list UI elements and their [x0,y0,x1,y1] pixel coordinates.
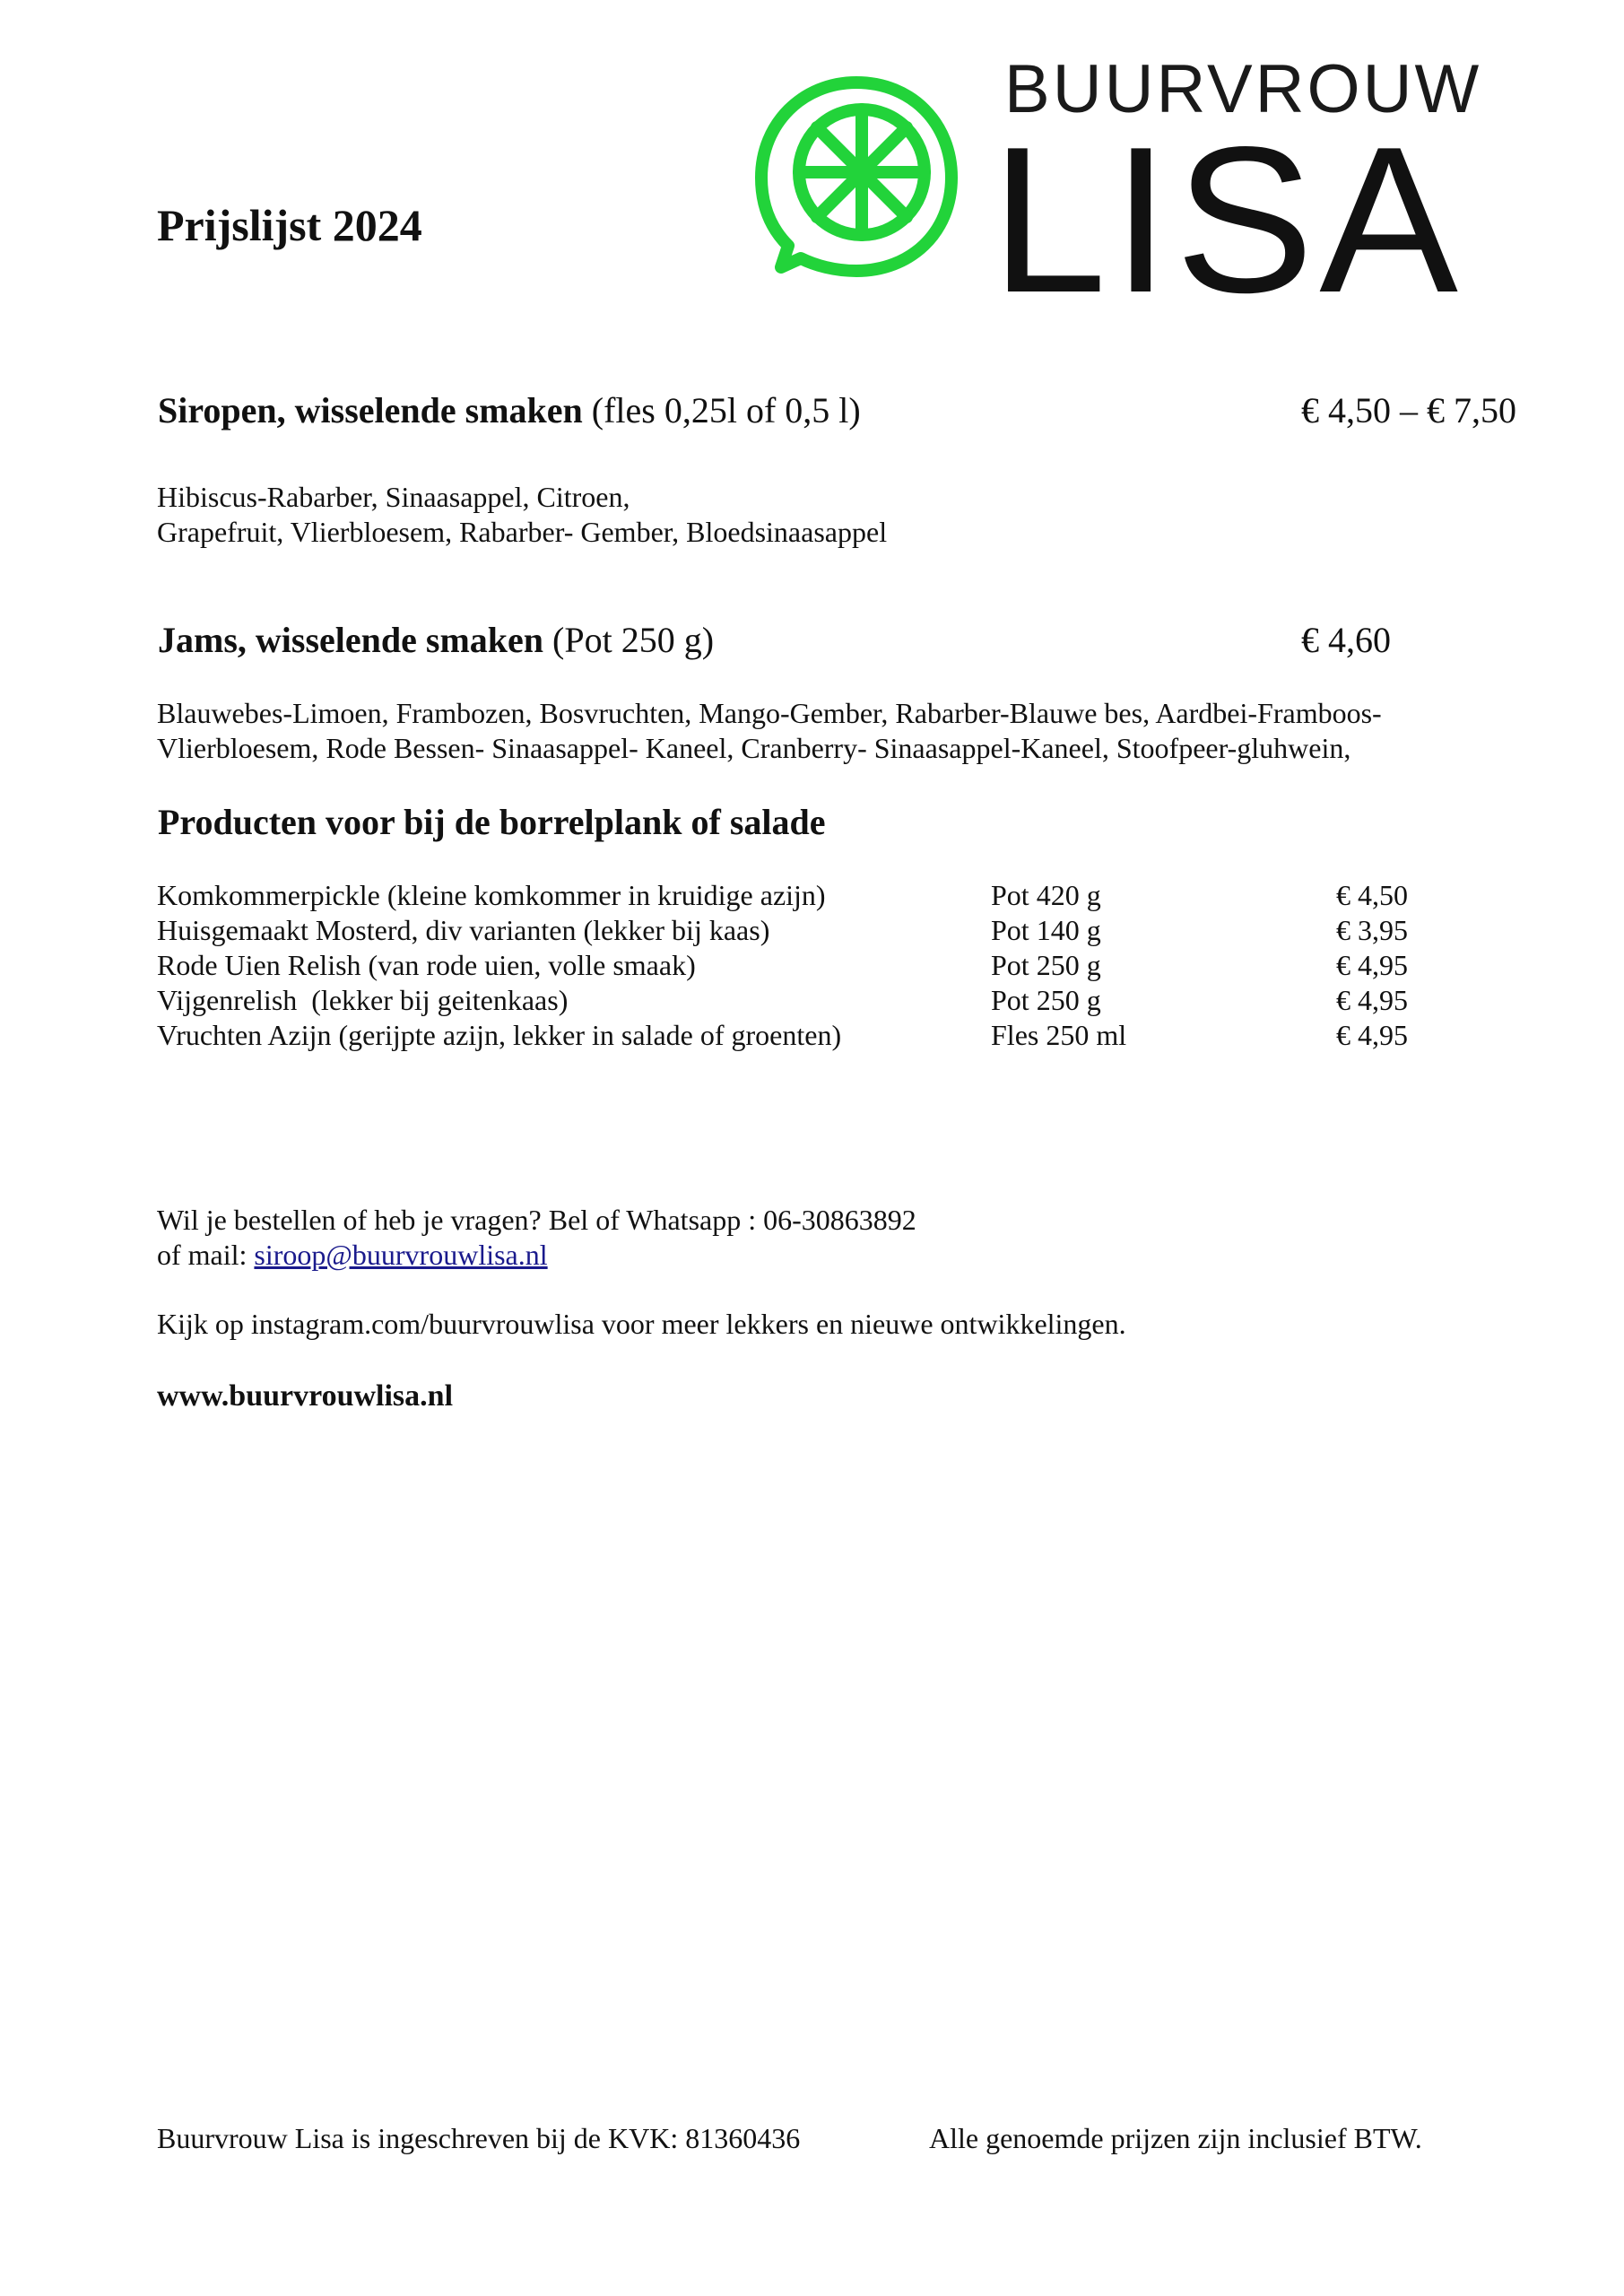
email-link[interactable]: siroop@buurvrouwlisa.nl [254,1239,548,1271]
borrel-heading: Producten voor bij de borrelplank of salade [158,802,826,842]
product-name: Komkommerpickle (kleine komkommer in kruidige azijn) [157,879,826,911]
product-name: Vijgenrelish (lekker bij geitenkaas) [157,984,569,1016]
footer-kvk: Buurvrouw Lisa is ingeschreven bij de KVK: 81360436 [157,2122,801,2154]
jams-price: € 4,60 [1301,620,1391,660]
brand-logo [749,51,1498,336]
contact-block [157,1203,916,1273]
siropen-heading-size: (fles 0,25l of 0,5 l) [591,390,861,430]
siropen-flavor-line: Hibiscus-Rabarber, Sinaasappel, Citroen, [157,481,630,513]
jams-flavor-line: Blauwebes-Limoen, Frambozen, Bosvruchten, Mango-Gember, Rabarber-Blauwe bes, Aardbei-Framboos- [157,697,1382,729]
siropen-heading-bold: Siropen, wisselende smaken [158,390,583,430]
siropen-price: € 4,50 – € 7,50 [1301,390,1516,430]
website-link[interactable]: www.buurvrouwlisa.nl [157,1379,454,1413]
product-name: Vruchten Azijn (gerijpte azijn, lekker in salade of groenten) [157,1019,842,1051]
product-size: Pot 420 g [991,879,1101,911]
product-name: Huisgemaakt Mosterd, div varianten (lekker bij kaas) [157,914,770,946]
product-size: Pot 140 g [991,914,1101,946]
mail-label: of mail: [157,1239,255,1271]
lime-slice-icon [749,70,964,285]
jams-heading [158,619,714,661]
product-price: € 3,95 [1336,914,1408,946]
siropen-flavor-line: Grapefruit, Vlierbloesem, Rabarber- Gember, Bloedsinaasappel [157,516,888,548]
page-title: Prijslijst 2024 [157,200,422,250]
contact-phone-line: Wil je bestellen of heb je vragen? Bel of Whatsapp : 06-30863892 [157,1204,916,1236]
instagram-line: Kijk op instagram.com/buurvrouwlisa voor meer lekkers en nieuwe ontwikkelingen. [157,1308,1126,1340]
product-size: Fles 250 ml [991,1019,1127,1051]
product-price: € 4,95 [1336,1019,1408,1051]
brand-name-top: BUURVROUW [1004,51,1482,127]
product-price: € 4,95 [1336,984,1408,1016]
jams-heading-bold: Jams, wisselende smaken [158,620,544,660]
product-name: Rode Uien Relish (van rode uien, volle smaak) [157,949,696,981]
jams-heading-size: (Pot 250 g) [552,620,715,660]
jams-flavor-line: Vlierbloesem, Rode Bessen- Sinaasappel- Kaneel, Cranberry- Sinaasappel-Kaneel, Stoofpeer-gluhwein, [157,732,1351,764]
siropen-flavor-list [157,480,887,550]
product-size: Pot 250 g [991,984,1101,1016]
product-price: € 4,50 [1336,879,1408,911]
jams-flavor-list [157,696,1382,766]
brand-name-main: LISA [991,104,1463,336]
footer-btw: Alle genoemde prijzen zijn inclusief BTW. [929,2122,1422,2154]
product-size: Pot 250 g [991,949,1101,981]
contact-mail-line [157,1238,916,1273]
product-price: € 4,95 [1336,949,1408,981]
siropen-heading [158,389,861,431]
